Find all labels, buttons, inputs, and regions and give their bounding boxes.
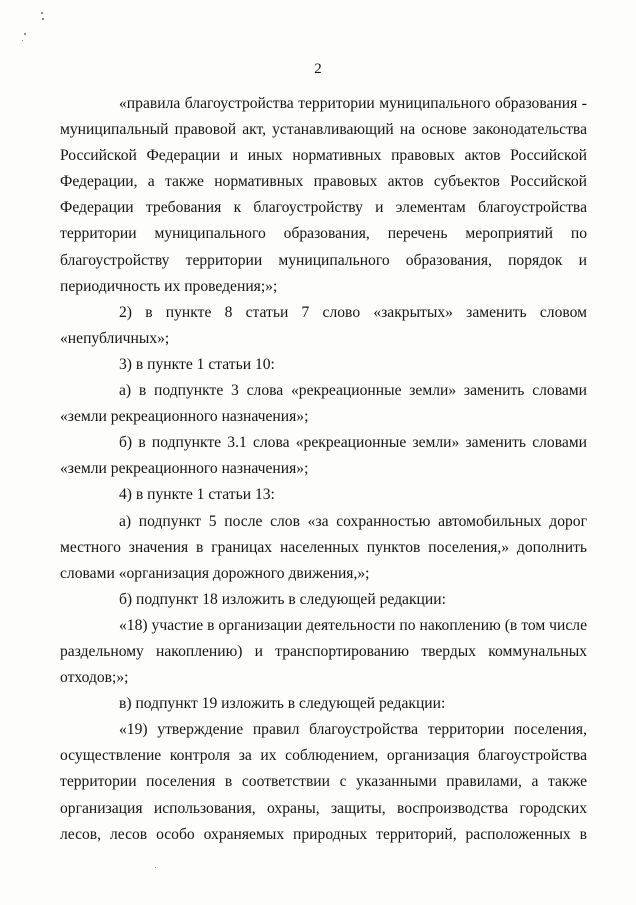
scan-speck [24,33,26,35]
text-line: «правила благоустройства территории муниципального образования - [119,95,587,112]
page-number: 2 [314,61,322,77]
text-line: благоустройству территории муниципального образования, порядок и [60,251,587,269]
text-line: муниципальный правовой акт, устанавливающий на основе законодательства [60,121,587,139]
text-line: а) в подпункте 3 слова «рекреационные земли» заменить словами [119,382,587,400]
text-line: местного значения в границах населенных пунктов поселения,» дополнить [60,538,587,556]
text-line: словами «организация дорожного движения,»; [60,564,370,582]
text-line: 4) в пункте 1 статьи 13: [119,486,275,504]
text-line: отходов;»; [60,669,129,687]
text-line: Федерации требования к благоустройству и элементам благоустройства [60,199,587,217]
text-line: Федерации, а также нормативных правовых актов субъектов Российской [60,173,587,191]
text-line: раздельному накоплению) и транспортированию твердых коммунальных [60,642,587,660]
text-line: 3) в пункте 1 статьи 10: [119,355,275,373]
text-line: «земли рекреационного назначения»; [60,460,309,478]
text-line: б) в подпункте 3.1 слова «рекреационные земли» заменить словами [119,434,587,452]
text-line: а) подпункт 5 после слов «за сохранностью автомобильных дорог [119,512,587,530]
text-line: территории поселения в соответствии с указанными правилами, а также [60,773,587,791]
text-line: лесов, лесов особо охраняемых природных территорий, расположенных в [60,825,587,843]
text-line: осуществление контроля за их соблюдением, организация благоустройства [60,747,587,765]
scan-speck [41,12,43,14]
text-line: «19) утверждение правил благоустройства территории поселения, [119,721,587,739]
text-line: в) подпункт 19 изложить в следующей редакции: [119,695,446,713]
text-line: Российской Федерации и иных нормативных правовых актов Российской [60,147,587,165]
text-line: организация использования, охраны, защиты, воспроизводства городских [60,799,587,817]
text-line: «непубличных»; [60,329,170,347]
document-body [60,91,587,848]
text-line: «земли рекреационного назначения»; [60,408,309,426]
scan-speck [22,40,23,41]
text-line: б) подпункт 18 изложить в следующей редакции: [119,590,446,608]
text-line: территории муниципального образования, перечень мероприятий по [60,225,587,243]
text-line: периодичность их проведения;»; [60,277,278,295]
scan-speck [42,18,44,20]
text-line: 2) в пункте 8 статьи 7 слово «закрытых» заменить словом [119,303,587,321]
text-line: «18) участие в организации деятельности по накоплению (в том числе [119,616,587,634]
scan-speck [155,867,156,868]
